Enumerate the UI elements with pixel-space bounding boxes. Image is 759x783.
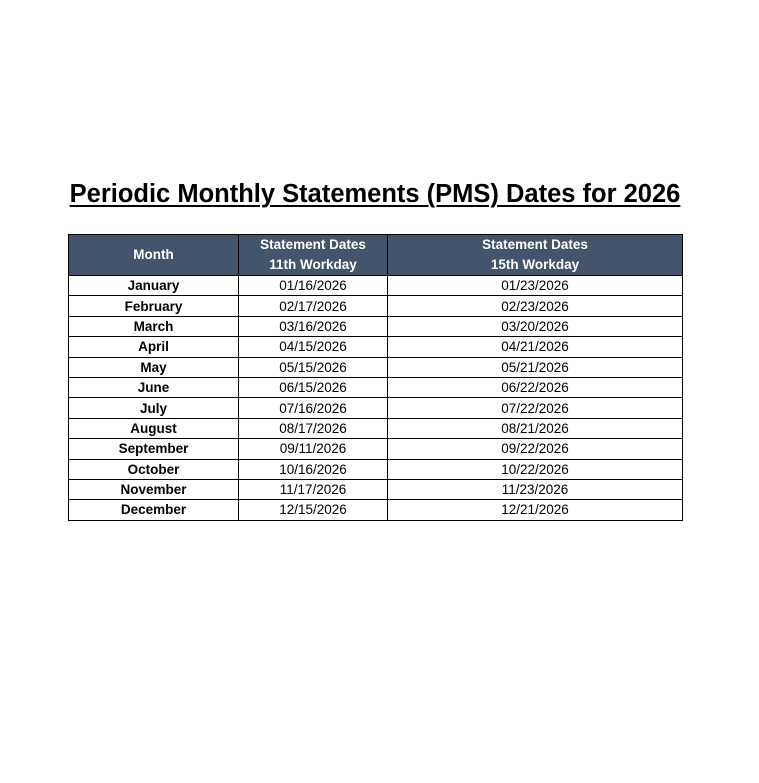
- table-row: [69, 418, 683, 438]
- workday15-cell: 05/21/2026: [388, 357, 683, 377]
- workday11-cell: 05/15/2026: [239, 357, 388, 377]
- month-cell: April: [69, 337, 239, 357]
- header-15th-workday: [388, 235, 683, 276]
- workday11-cell: 07/16/2026: [239, 398, 388, 418]
- workday11-cell: 10/16/2026: [239, 459, 388, 479]
- header-11th-workday: [239, 235, 388, 276]
- table-row: [69, 357, 683, 377]
- workday11-cell: 09/11/2026: [239, 439, 388, 459]
- workday15-cell: 09/22/2026: [388, 439, 683, 459]
- workday15-cell: 10/22/2026: [388, 459, 683, 479]
- table-row: [69, 398, 683, 418]
- workday15-cell: 11/23/2026: [388, 479, 683, 499]
- workday15-cell: 06/22/2026: [388, 377, 683, 397]
- table-row: [69, 439, 683, 459]
- workday11-cell: 06/15/2026: [239, 377, 388, 397]
- workday11-cell: 03/16/2026: [239, 316, 388, 336]
- workday11-cell: 04/15/2026: [239, 337, 388, 357]
- header-11th-workday-line2: 11th Workday: [269, 257, 357, 272]
- month-cell: September: [69, 439, 239, 459]
- month-cell: January: [69, 276, 239, 296]
- month-cell: June: [69, 377, 239, 397]
- header-15th-workday-line2: 15th Workday: [490, 257, 580, 272]
- pms-dates-table: [68, 234, 683, 521]
- month-cell: December: [69, 500, 239, 520]
- table-row: [69, 296, 683, 316]
- workday15-cell: 07/22/2026: [388, 398, 683, 418]
- header-15th-workday-line1: Statement Dates: [482, 237, 588, 252]
- table-row: [69, 479, 683, 499]
- workday15-cell: 02/23/2026: [388, 296, 683, 316]
- workday15-cell: 01/23/2026: [388, 276, 683, 296]
- workday15-cell: 03/20/2026: [388, 316, 683, 336]
- header-11th-workday-line1: Statement Dates: [260, 237, 366, 252]
- workday15-cell: 04/21/2026: [388, 337, 683, 357]
- table-row: [69, 316, 683, 336]
- month-cell: November: [69, 479, 239, 499]
- workday15-cell: 08/21/2026: [388, 418, 683, 438]
- workday11-cell: 02/17/2026: [239, 296, 388, 316]
- page-title: Periodic Monthly Statements (PMS) Dates for 2026: [69, 180, 681, 208]
- table-row: [69, 337, 683, 357]
- month-cell: February: [69, 296, 239, 316]
- workday11-cell: 01/16/2026: [239, 276, 388, 296]
- month-cell: July: [69, 398, 239, 418]
- table-row: [69, 276, 683, 296]
- table-row: [69, 377, 683, 397]
- workday11-cell: 08/17/2026: [239, 418, 388, 438]
- workday15-cell: 12/21/2026: [388, 500, 683, 520]
- workday11-cell: 11/17/2026: [239, 479, 388, 499]
- table-header-row: [69, 235, 683, 276]
- month-cell: October: [69, 459, 239, 479]
- table-row: [69, 459, 683, 479]
- table-row: [69, 500, 683, 520]
- month-cell: May: [69, 357, 239, 377]
- header-month: Month: [69, 235, 239, 276]
- workday11-cell: 12/15/2026: [239, 500, 388, 520]
- month-cell: August: [69, 418, 239, 438]
- month-cell: March: [69, 316, 239, 336]
